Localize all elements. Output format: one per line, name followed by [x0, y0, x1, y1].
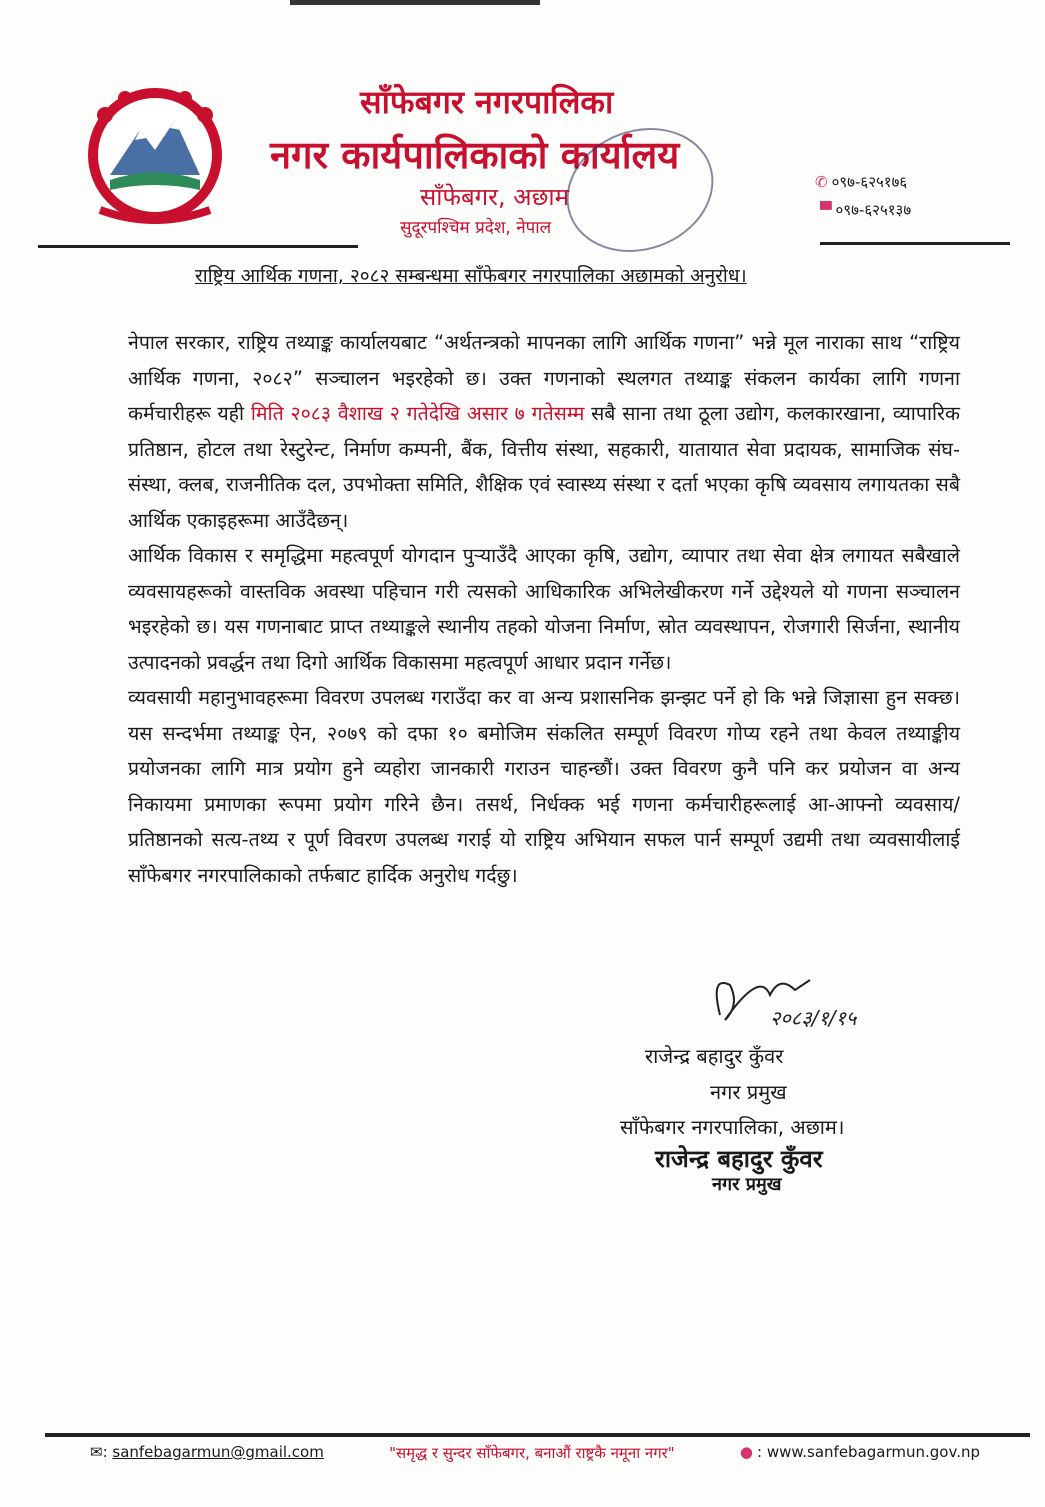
- phone-number: [815, 172, 907, 192]
- top-edge-bar: [290, 0, 540, 5]
- footer-slogan: "समृद्ध र सुन्दर साँफेबगर, बनाऔं राष्ट्रकै नमूना नगर": [389, 1444, 675, 1462]
- signatory-organization: साँफेबगर नगरपालिका, अछाम।: [620, 1115, 845, 1139]
- nepal-emblem-logo: [80, 80, 230, 230]
- letter-subject: राष्ट्रिय आर्थिक गणना, २०८२ सम्बन्धमा साँफेबगर नगरपालिका अछामको अनुरोध।: [195, 265, 747, 287]
- office-name: नगर कार्यपालिकाको कार्यालय: [270, 133, 680, 177]
- fax-number: [820, 200, 911, 220]
- paragraph-1-text-cont: सबै साना तथा ठूला उद्योग, कलकारखाना, व्यापारिक प्रतिष्ठान, होटल तथा रेस्टुरेन्ट, निर्माण कम्पनी, बैंक, वित्तीय संस्था, सहकारी, यातायात सेवा प्रदायक, सामाजिक संघ-संस्था, क्लब, राजनीतिक दल, उपभोक्ता समिति, शैक्षिक एवं स्वास्थ्य संस्था र दर्ता भएका कृषि व्यवसाय लगायतका सबै आर्थिक एकाइहरूमा आउँदैछन्।: [128, 402, 960, 532]
- province: सुदूरपश्चिम प्रदेश, नेपाल: [400, 218, 552, 238]
- letter-body: [128, 325, 960, 893]
- paragraph-1-text: नेपाल सरकार, राष्ट्रिय तथ्याङ्क कार्यालयबाट “अर्थतन्त्रको मापनका लागि आर्थिक गणना” भन्ने मूल नाराका साथ “राष्ट्रिय आर्थिक गणना, २०८२” सञ्चालन भइरहेको छ। उक्त गणनाको स्थलगत तथ्याङ्क संकलन कार्यका लागि गणना कर्मचारीहरू यही: [128, 331, 960, 425]
- signatory-position: नगर प्रमुख: [710, 1080, 787, 1104]
- footer-email[interactable]: [90, 1443, 324, 1463]
- paragraph-1: [128, 325, 960, 538]
- footer: [90, 1443, 980, 1463]
- mail-icon: ✉:: [90, 1443, 113, 1461]
- seal-name: राजेन्द्र बहादुर कुँवर: [655, 1145, 823, 1173]
- header-rule-right: [820, 242, 1010, 245]
- footer-website[interactable]: ● : www.sanfebagarmun.gov.np: [739, 1443, 980, 1461]
- seal-position: नगर प्रमुख: [712, 1174, 782, 1195]
- municipality-name: साँफेबगर नगरपालिका: [360, 83, 614, 121]
- fax-text: ०९७-६२५१३७: [835, 201, 912, 219]
- paragraph-3: व्यवसायी महानुभावहरूमा विवरण उपलब्ध गराउँदा कर वा अन्य प्रशासनिक झन्झट पर्ने हो कि भन्ने जिज्ञासा हुन सक्छ। यस सन्दर्भमा तथ्याङ्क ऐन, २०७९ को दफा १० बमोजिम संकलित सम्पूर्ण विवरण गोप्य रहने तथा केवल तथ्याङ्कीय प्रयोजनका लागि मात्र प्रयोग हुने व्यहोरा जानकारी गराउन चाहन्छौं। उक्त विवरण कुनै पनि कर प्रयोजन वा अन्य निकायमा प्रमाणका रूपमा प्रयोग गरिने छैन। तसर्थ, निर्धक्क भई गणना कर्मचारीहरूलाई आ-आफ्नो व्यवसाय/प्रतिष्ठानको सत्य-तथ्य र पूर्ण विवरण उपलब्ध गराई यो राष्ट्रिय अभियान सफल पार्न सम्पूर्ण उद्यमी तथा व्यवसायीलाई साँफेबगर नगरपालिकाको तर्फबाट हार्दिक अनुरोध गर्दछु।: [128, 686, 960, 887]
- paragraph-2: आर्थिक विकास र समृद्धिमा महत्वपूर्ण योगदान पुर्‍याउँदै आएका कृषि, उद्योग, व्यापार तथा सेवा क्षेत्र लगायत सबैखाले व्यवसायहरूको वास्तविक अवस्था पहिचान गरी त्यसको आधिकारिक अभिलेखीकरण गर्ने उद्देश्यले यो गणना सञ्चालन भइरहेको छ। यस गणनाबाट प्राप्त तथ्याङ्कले स्थानीय तहको योजना निर्माण, स्रोत व्यवस्थापन, रोजगारी सिर्जना, स्थानीय उत्पादनको प्रवर्द्धन तथा दिगो आर्थिक विकासमा महत्वपूर्ण आधार प्रदान गर्नेछ।: [128, 544, 960, 674]
- fax-icon: ▀: [820, 201, 832, 219]
- highlighted-dates: मिति २०८३ वैशाख २ गतेदेखि असार ७ गतेसम्म: [250, 402, 585, 425]
- phone-text: ०९७-६२५१७६: [831, 173, 908, 191]
- website-link[interactable]: www.sanfebagarmun.gov.np: [766, 1443, 980, 1461]
- globe-icon: ●: [739, 1443, 754, 1461]
- signature-date: २०८३/१/१५: [770, 1006, 857, 1030]
- phone-icon: ✆: [815, 173, 828, 191]
- office-location: साँफेबगर, अछाम: [420, 183, 569, 211]
- footer-rule: [45, 1433, 1030, 1437]
- email-link[interactable]: sanfebagarmun@gmail.com: [112, 1443, 324, 1461]
- handwritten-signature: [700, 965, 900, 1035]
- signatory-name: राजेन्द्र बहादुर कुँवर: [645, 1044, 784, 1068]
- header-rule-left: [38, 245, 358, 248]
